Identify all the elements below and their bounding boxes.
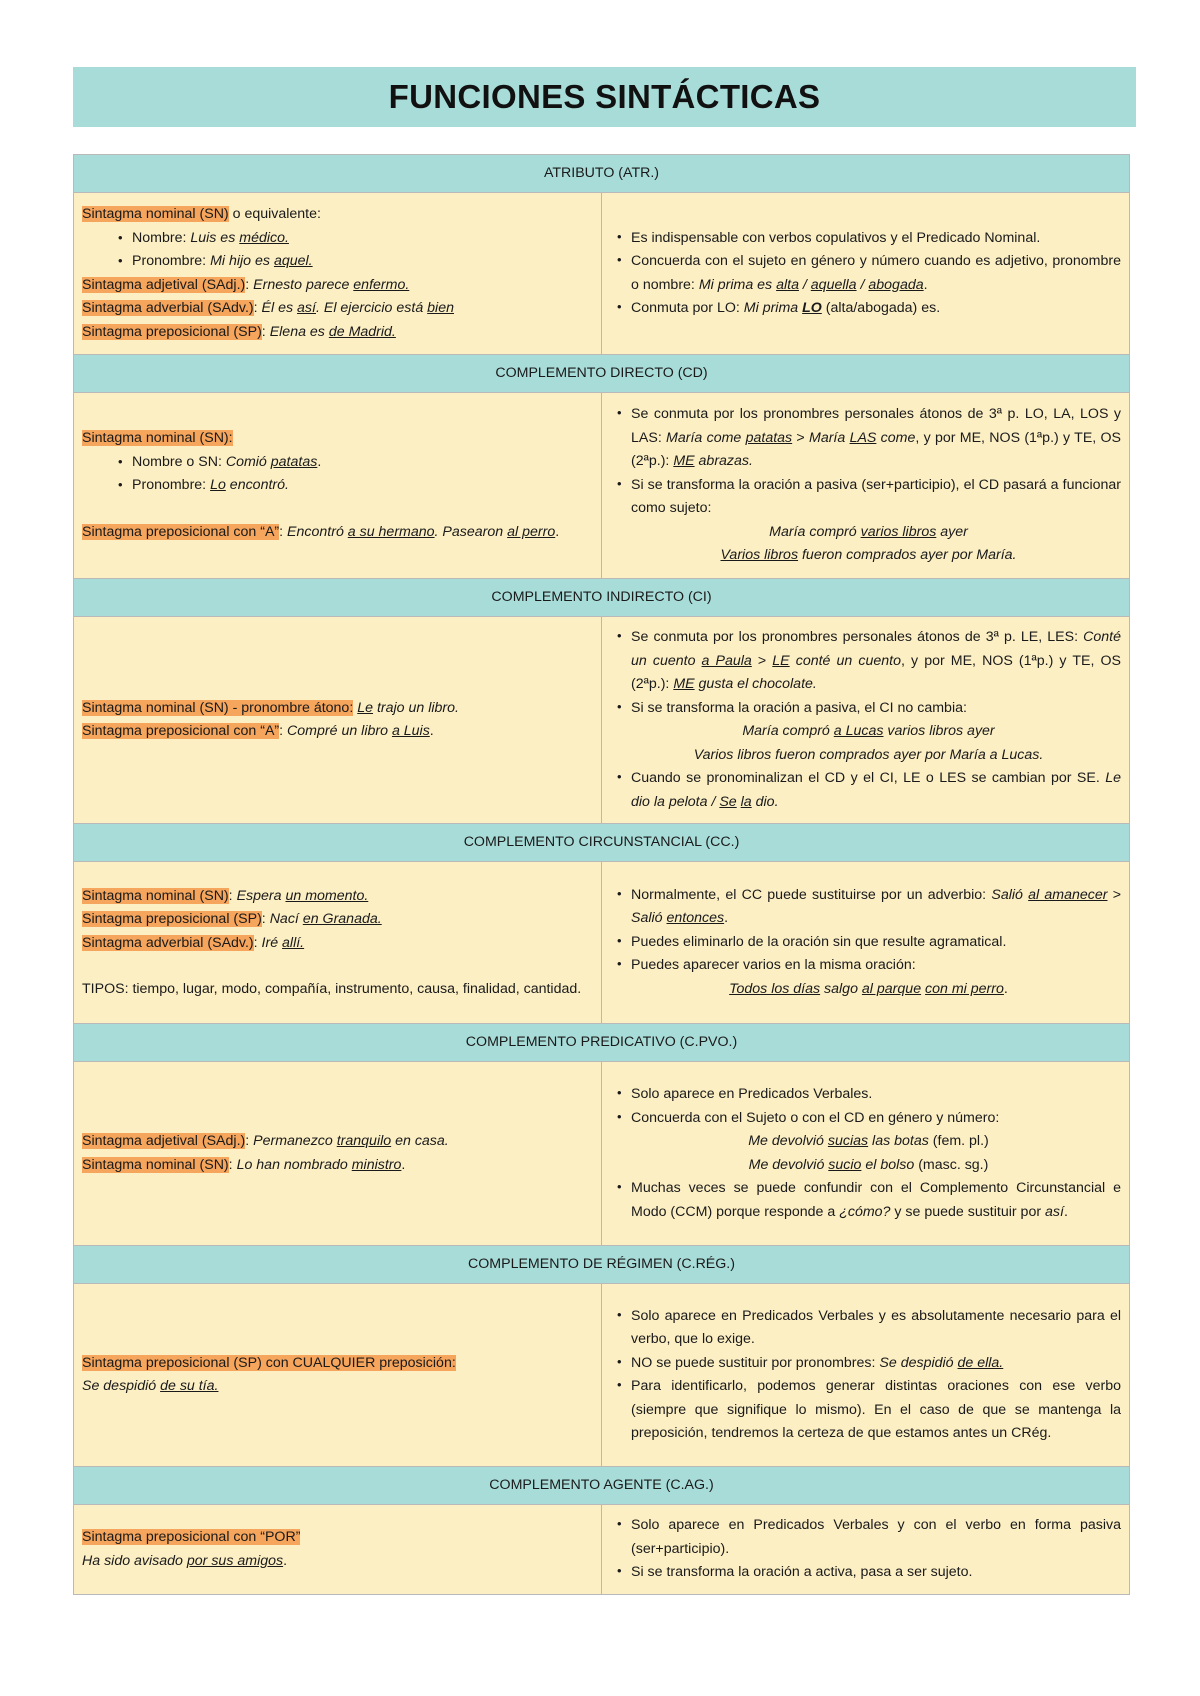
atr-line-sp <box>82 321 593 345</box>
highlight: Sintagma preposicional (SP) <box>82 911 262 928</box>
creg-right-cell <box>602 1284 1130 1467</box>
section-content-row <box>74 393 1130 579</box>
text: y se puede sustituir por <box>890 1203 1046 1220</box>
example: Me devolvió <box>748 1133 828 1149</box>
example-underlined: a su hermano <box>347 523 435 540</box>
cag-line-example <box>82 1550 593 1574</box>
bullet-item <box>631 1514 1121 1561</box>
atr-line-sadv <box>82 297 593 321</box>
example-underlined: sucias <box>827 1133 869 1149</box>
example-underlined: allí. <box>282 934 305 951</box>
example: Comió <box>225 453 271 470</box>
text: : <box>279 523 288 540</box>
text: (fem. pl.) <box>928 1133 989 1149</box>
text: : <box>279 723 288 739</box>
text: Si se transforma la oración a activa, pasa a ser sujeto. <box>631 1564 973 1581</box>
highlight: Sintagma preposicional (SP) <box>82 323 262 340</box>
example: Luis es <box>190 229 240 246</box>
example-underlined: LAS <box>849 429 877 446</box>
creg-left-cell <box>74 1284 602 1467</box>
text: : <box>228 1156 237 1173</box>
example: Salió <box>991 886 1029 903</box>
bullet-item <box>631 1352 1121 1376</box>
bullet-item <box>631 1107 1121 1131</box>
cc-line-sn <box>82 885 593 909</box>
highlight: Sintagma nominal (SN) <box>82 887 229 904</box>
functions-table <box>73 154 1130 1595</box>
text: : <box>253 300 262 316</box>
cag-left-cell <box>74 1505 602 1595</box>
text: : <box>261 911 270 928</box>
example: salgo <box>820 980 862 997</box>
example: Le dio la pelota <box>631 770 1121 810</box>
example: ¿cómo? <box>839 1203 891 1220</box>
example-underlined: médico. <box>239 229 289 246</box>
example-underlined: entonces <box>666 910 725 927</box>
cd-line-sp <box>82 521 593 545</box>
example: María come <box>666 429 746 446</box>
bullet-item <box>631 297 1121 321</box>
cpvo-bullets-2 <box>616 1177 1121 1224</box>
highlight: Sintagma preposicional (SP) con CUALQUIER preposición: <box>82 1354 456 1371</box>
cc-bullets <box>616 884 1121 978</box>
text: Para identificarlo, podemos generar distintas oraciones con ese verbo (siempre que signifique lo mismo). En el caso de que se mantenga la preposición, tendremos la certeza de que estamos antes un CRég. <box>631 1378 1121 1441</box>
example: Mi prima <box>743 300 803 316</box>
example: varios libros ayer <box>883 723 995 739</box>
example-underlined: la <box>740 793 752 810</box>
creg-line-sp <box>82 1352 593 1376</box>
text: . <box>283 1552 288 1569</box>
example-underlined: LO <box>802 300 822 316</box>
example-underlined: un momento. <box>285 887 369 904</box>
text: NO se puede sustituir por pronombres: <box>631 1354 880 1371</box>
example-underlined: tranquilo <box>336 1133 392 1149</box>
example-underlined: sucio <box>828 1156 862 1173</box>
example-underlined: de ella. <box>957 1354 1004 1371</box>
section-header-row <box>74 1024 1130 1062</box>
text: : <box>245 276 254 293</box>
example: Salió <box>631 910 667 927</box>
example-underlined: Se <box>719 793 737 810</box>
text: Se conmuta por los pronombres personales átonos de 3ª p. LO, LA, LOS y LAS: <box>631 406 1121 446</box>
text: : <box>245 1133 254 1149</box>
example-underlined: en Granada. <box>302 911 382 928</box>
text: Solo aparece en Predicados Verbales. <box>631 1086 873 1102</box>
bullet-item <box>631 884 1121 931</box>
text: (masc. sg.) <box>914 1156 989 1173</box>
text: Es indispensable con verbos copulativos y el Predicado Nominal. <box>631 229 1041 246</box>
centered-example <box>616 1130 1121 1154</box>
example-underlined: a Lucas <box>833 723 884 739</box>
example: María <box>809 429 850 446</box>
text: . <box>923 276 928 293</box>
bullet-item <box>631 227 1121 251</box>
bullet-item <box>631 403 1121 474</box>
text: : <box>261 323 270 340</box>
atr-bullets <box>616 227 1121 321</box>
text: Si se transforma la oración a pasiva (ser+participio), el CD pasará a funcionar como sujeto: <box>631 476 1121 517</box>
example: / <box>798 276 811 293</box>
example: come <box>876 429 916 446</box>
example-underlined: abogada <box>868 276 924 293</box>
example: / <box>707 793 720 810</box>
section-header-row <box>74 579 1130 617</box>
centered-example <box>616 978 1121 1002</box>
section-content-row <box>74 1284 1130 1467</box>
section-content-row <box>74 1062 1130 1246</box>
creg-bullets <box>616 1305 1121 1446</box>
text: . <box>401 1156 406 1173</box>
example: el bolso <box>861 1156 915 1173</box>
cc-tipos: TIPOS: tiempo, lugar, modo, compañía, instrumento, causa, finalidad, cantidad. <box>82 981 582 998</box>
text: Pronombre: <box>132 477 211 493</box>
example-underlined: varios libros <box>860 523 937 540</box>
highlight: Sintagma adverbial (SAdv.) <box>82 300 254 316</box>
example: / <box>856 276 869 293</box>
example: Me devolvió <box>748 1156 829 1173</box>
list-item <box>132 227 593 251</box>
bullet-item <box>631 1375 1121 1446</box>
cd-sub-list <box>82 451 593 498</box>
section-header-ci: COMPLEMENTO INDIRECTO (CI) <box>74 579 1130 617</box>
text: : <box>228 887 237 904</box>
example: Ernesto parece <box>253 276 354 293</box>
example-underlined: a Luis <box>391 723 430 739</box>
bullet-item <box>631 954 1121 978</box>
text: Conmuta por LO: <box>631 300 744 316</box>
example-underlined: por sus amigos <box>186 1552 284 1569</box>
example: Elena es <box>269 323 329 340</box>
example: María compró <box>742 723 834 739</box>
ci-right-cell <box>602 617 1130 824</box>
highlight: Sintagma nominal (SN) <box>82 206 229 222</box>
text: > <box>1107 886 1122 903</box>
example-underlined: ME <box>673 453 695 470</box>
atr-left-cell <box>74 193 602 355</box>
text: , y por ME, NOS (1ªp.) y TE, OS (2ªp.): <box>631 652 1121 692</box>
example-underlined: con mi perro <box>925 980 1004 997</box>
example: . El ejercicio está <box>315 300 428 316</box>
text: . <box>1003 980 1008 997</box>
cpvo-bullets <box>616 1083 1121 1130</box>
section-content-row <box>74 193 1130 355</box>
example: las botas <box>868 1133 929 1149</box>
example: Se despidió <box>82 1378 161 1394</box>
cpvo-line-sn <box>82 1154 593 1178</box>
section-header-creg: COMPLEMENTO DE RÉGIMEN (C.RÉG.) <box>74 1246 1130 1284</box>
ci-bullets-2 <box>616 767 1121 814</box>
text: . <box>724 910 729 927</box>
text: Si se transforma la oración a pasiva, el CI no cambia: <box>631 699 967 716</box>
highlight: Sintagma adverbial (SAdv.) <box>82 934 254 951</box>
section-header-row <box>74 355 1130 393</box>
ci-line-sp <box>82 720 593 744</box>
example: abrazas. <box>694 453 753 470</box>
cag-bullets <box>616 1514 1121 1585</box>
bullet-item <box>631 767 1121 814</box>
list-item <box>132 474 593 498</box>
text: Concuerda con el sujeto en género y número cuando es adjetivo, pronombre o nombre: <box>631 253 1121 293</box>
centered-example <box>616 1154 1121 1178</box>
text: > <box>792 429 809 446</box>
cc-right-cell <box>602 862 1130 1024</box>
example: trajo un libro. <box>373 699 459 716</box>
bullet-item <box>631 1561 1121 1585</box>
section-header-cc: COMPLEMENTO CIRCUNSTANCIAL (CC.) <box>74 824 1130 862</box>
bullet-item <box>631 1083 1121 1107</box>
example: así <box>1045 1203 1064 1220</box>
highlight: Sintagma nominal (SN) <box>82 1156 229 1173</box>
cc-line-sadv <box>82 932 593 956</box>
bullet-item <box>631 1177 1121 1224</box>
cpvo-line-sadj <box>82 1130 593 1154</box>
example-underlined: de Madrid. <box>328 323 396 340</box>
example: dio. <box>751 793 779 810</box>
cag-line-sp <box>82 1526 593 1550</box>
bullet-item <box>631 474 1121 521</box>
text: : <box>253 934 262 951</box>
example: gusta el chocolate. <box>694 676 817 692</box>
atr-right-cell <box>602 193 1130 355</box>
example: en casa. <box>391 1133 449 1149</box>
example: Varios libros fueron comprados ayer por María a Lucas. <box>693 746 1044 763</box>
example: fueron comprados ayer por María. <box>798 547 1017 564</box>
example-underlined: Lo <box>210 477 226 493</box>
text: Puedes eliminarlo de la oración sin que resulte agramatical. <box>631 933 1007 950</box>
centered-example <box>616 744 1121 768</box>
example-underlined: patatas <box>745 429 793 446</box>
example: Encontró <box>287 523 348 540</box>
bullet-item <box>631 626 1121 697</box>
example: María compró <box>769 523 861 540</box>
example: . Pasearon <box>434 523 508 540</box>
example-underlined: Varios libros <box>720 547 799 564</box>
example-underlined: ME <box>673 676 695 692</box>
section-header-row <box>74 1467 1130 1505</box>
section-header-cpvo: COMPLEMENTO PREDICATIVO (C.PVO.) <box>74 1024 1130 1062</box>
example: conté un cuento <box>789 652 901 669</box>
example: Permanezco <box>253 1133 337 1149</box>
example-underlined: a Paula <box>701 652 752 669</box>
section-header-atr: ATRIBUTO (ATR.) <box>74 155 1130 193</box>
text: Se conmuta por los pronombres personales átonos de 3ª p. LE, LES: <box>631 629 1084 645</box>
section-header-row <box>74 1246 1130 1284</box>
text: Normalmente, el CC puede sustituirse por un adverbio: <box>631 886 992 903</box>
centered-example <box>616 544 1121 568</box>
page-title: FUNCIONES SINTÁCTICAS <box>388 78 821 115</box>
cd-right-cell <box>602 393 1130 579</box>
text: o equivalente: <box>228 206 321 222</box>
example: Compré un libro <box>287 723 392 739</box>
cc-left-cell <box>74 862 602 1024</box>
text: . <box>317 453 322 470</box>
example: Espera <box>236 887 286 904</box>
cd-left-cell <box>74 393 602 579</box>
highlight: Sintagma adjetival (SAdj.) <box>82 276 246 293</box>
text: Solo aparece en Predicados Verbales y con el verbo en forma pasiva (ser+participio). <box>631 1517 1121 1557</box>
title-banner <box>73 67 1136 127</box>
example-underlined: al perro <box>507 523 556 540</box>
section-header-row <box>74 824 1130 862</box>
example-underlined: al parque <box>861 980 922 997</box>
example: Iré <box>261 934 283 951</box>
example-underlined: de su tía. <box>160 1378 219 1394</box>
highlight: Sintagma preposicional con “A” <box>82 523 280 540</box>
text: . <box>555 523 560 540</box>
section-content-row <box>74 862 1130 1024</box>
example-underlined: patatas <box>270 453 318 470</box>
cpvo-left-cell <box>74 1062 602 1246</box>
example: encontró. <box>225 477 289 493</box>
cag-right-cell <box>602 1505 1130 1595</box>
example: ayer <box>936 523 968 540</box>
cpvo-right-cell <box>602 1062 1130 1246</box>
bullet-item <box>631 697 1121 721</box>
example-underlined: al amanecer <box>1028 886 1108 903</box>
section-header-row <box>74 155 1130 193</box>
text: . <box>429 723 434 739</box>
text: Nombre o SN: <box>132 453 226 470</box>
text: . <box>1063 1203 1068 1220</box>
atr-sub-list <box>82 227 593 274</box>
text: , y por ME, NOS (1ªp.) y TE, OS (2ªp.): <box>631 429 1122 470</box>
example-underlined: enfermo. <box>353 276 410 293</box>
section-content-row <box>74 1505 1130 1595</box>
cd-bullets <box>616 403 1121 521</box>
spacer <box>82 955 593 978</box>
centered-example <box>616 720 1121 744</box>
example-underlined: así <box>297 300 316 316</box>
text: Pronombre: <box>132 253 211 269</box>
ci-line-sn <box>82 697 593 721</box>
atr-line-sadj <box>82 274 593 298</box>
text: Nombre: <box>132 229 191 246</box>
text: > <box>751 652 773 669</box>
list-item <box>132 451 593 475</box>
section-content-row <box>74 617 1130 824</box>
example: Lo han nombrado <box>236 1156 352 1173</box>
example-underlined: LE <box>772 652 790 669</box>
example-underlined: Le <box>357 699 374 716</box>
highlight: Sintagma adjetival (SAdj.) <box>82 1133 246 1149</box>
highlight: Sintagma nominal (SN): <box>82 430 233 446</box>
example-underlined: alta <box>776 276 799 293</box>
creg-line-example <box>82 1375 593 1399</box>
bullet-item <box>631 931 1121 955</box>
cc-line-sp <box>82 908 593 932</box>
section-header-cag: COMPLEMENTO AGENTE (C.AG.) <box>74 1467 1130 1505</box>
cd-line-sn <box>82 427 593 451</box>
example-underlined: bien <box>427 300 454 316</box>
text: (alta/abogada) es. <box>821 300 941 316</box>
example: Nací <box>269 911 303 928</box>
spacer <box>82 498 593 521</box>
section-header-cd: COMPLEMENTO DIRECTO (CD) <box>74 355 1130 393</box>
atr-line-sn <box>82 203 593 227</box>
highlight: Sintagma preposicional con “A” <box>82 723 280 739</box>
highlight: Sintagma nominal (SN) - pronombre átono: <box>82 699 354 716</box>
example: Conté un cuento <box>631 629 1121 669</box>
text: Cuando se pronominalizan el CD y el CI, LE o LES se cambian por SE. <box>631 770 1106 786</box>
example: Mi prima es <box>698 276 777 293</box>
centered-example <box>616 521 1121 545</box>
example-underlined: ministro <box>351 1156 402 1173</box>
highlight: Sintagma preposicional con “POR” <box>82 1529 301 1545</box>
bullet-item <box>631 250 1121 297</box>
example: Se despidió <box>879 1354 958 1371</box>
list-item <box>132 250 593 274</box>
text: Solo aparece en Predicados Verbales y es absolutamente necesario para el verbo, que lo exige. <box>631 1307 1121 1347</box>
example-underlined: aquel. <box>273 253 313 269</box>
bullet-item <box>631 1305 1121 1352</box>
text: Puedes aparecer varios en la misma oración: <box>631 957 916 974</box>
example: Mi hijo es <box>210 253 274 269</box>
ci-left-cell <box>74 617 602 824</box>
text: Muchas veces se puede confundir con el Complemento Circunstancial e Modo (CCM) porque responde a <box>631 1180 1121 1220</box>
example-underlined: Todos los días <box>729 980 821 997</box>
example: Ha sido avisado <box>82 1552 187 1569</box>
ci-bullets <box>616 626 1121 720</box>
example-underlined: aquella <box>810 276 857 293</box>
example: Él es <box>261 300 298 316</box>
text: Concuerda con el Sujeto o con el CD en género y número: <box>631 1109 1000 1126</box>
